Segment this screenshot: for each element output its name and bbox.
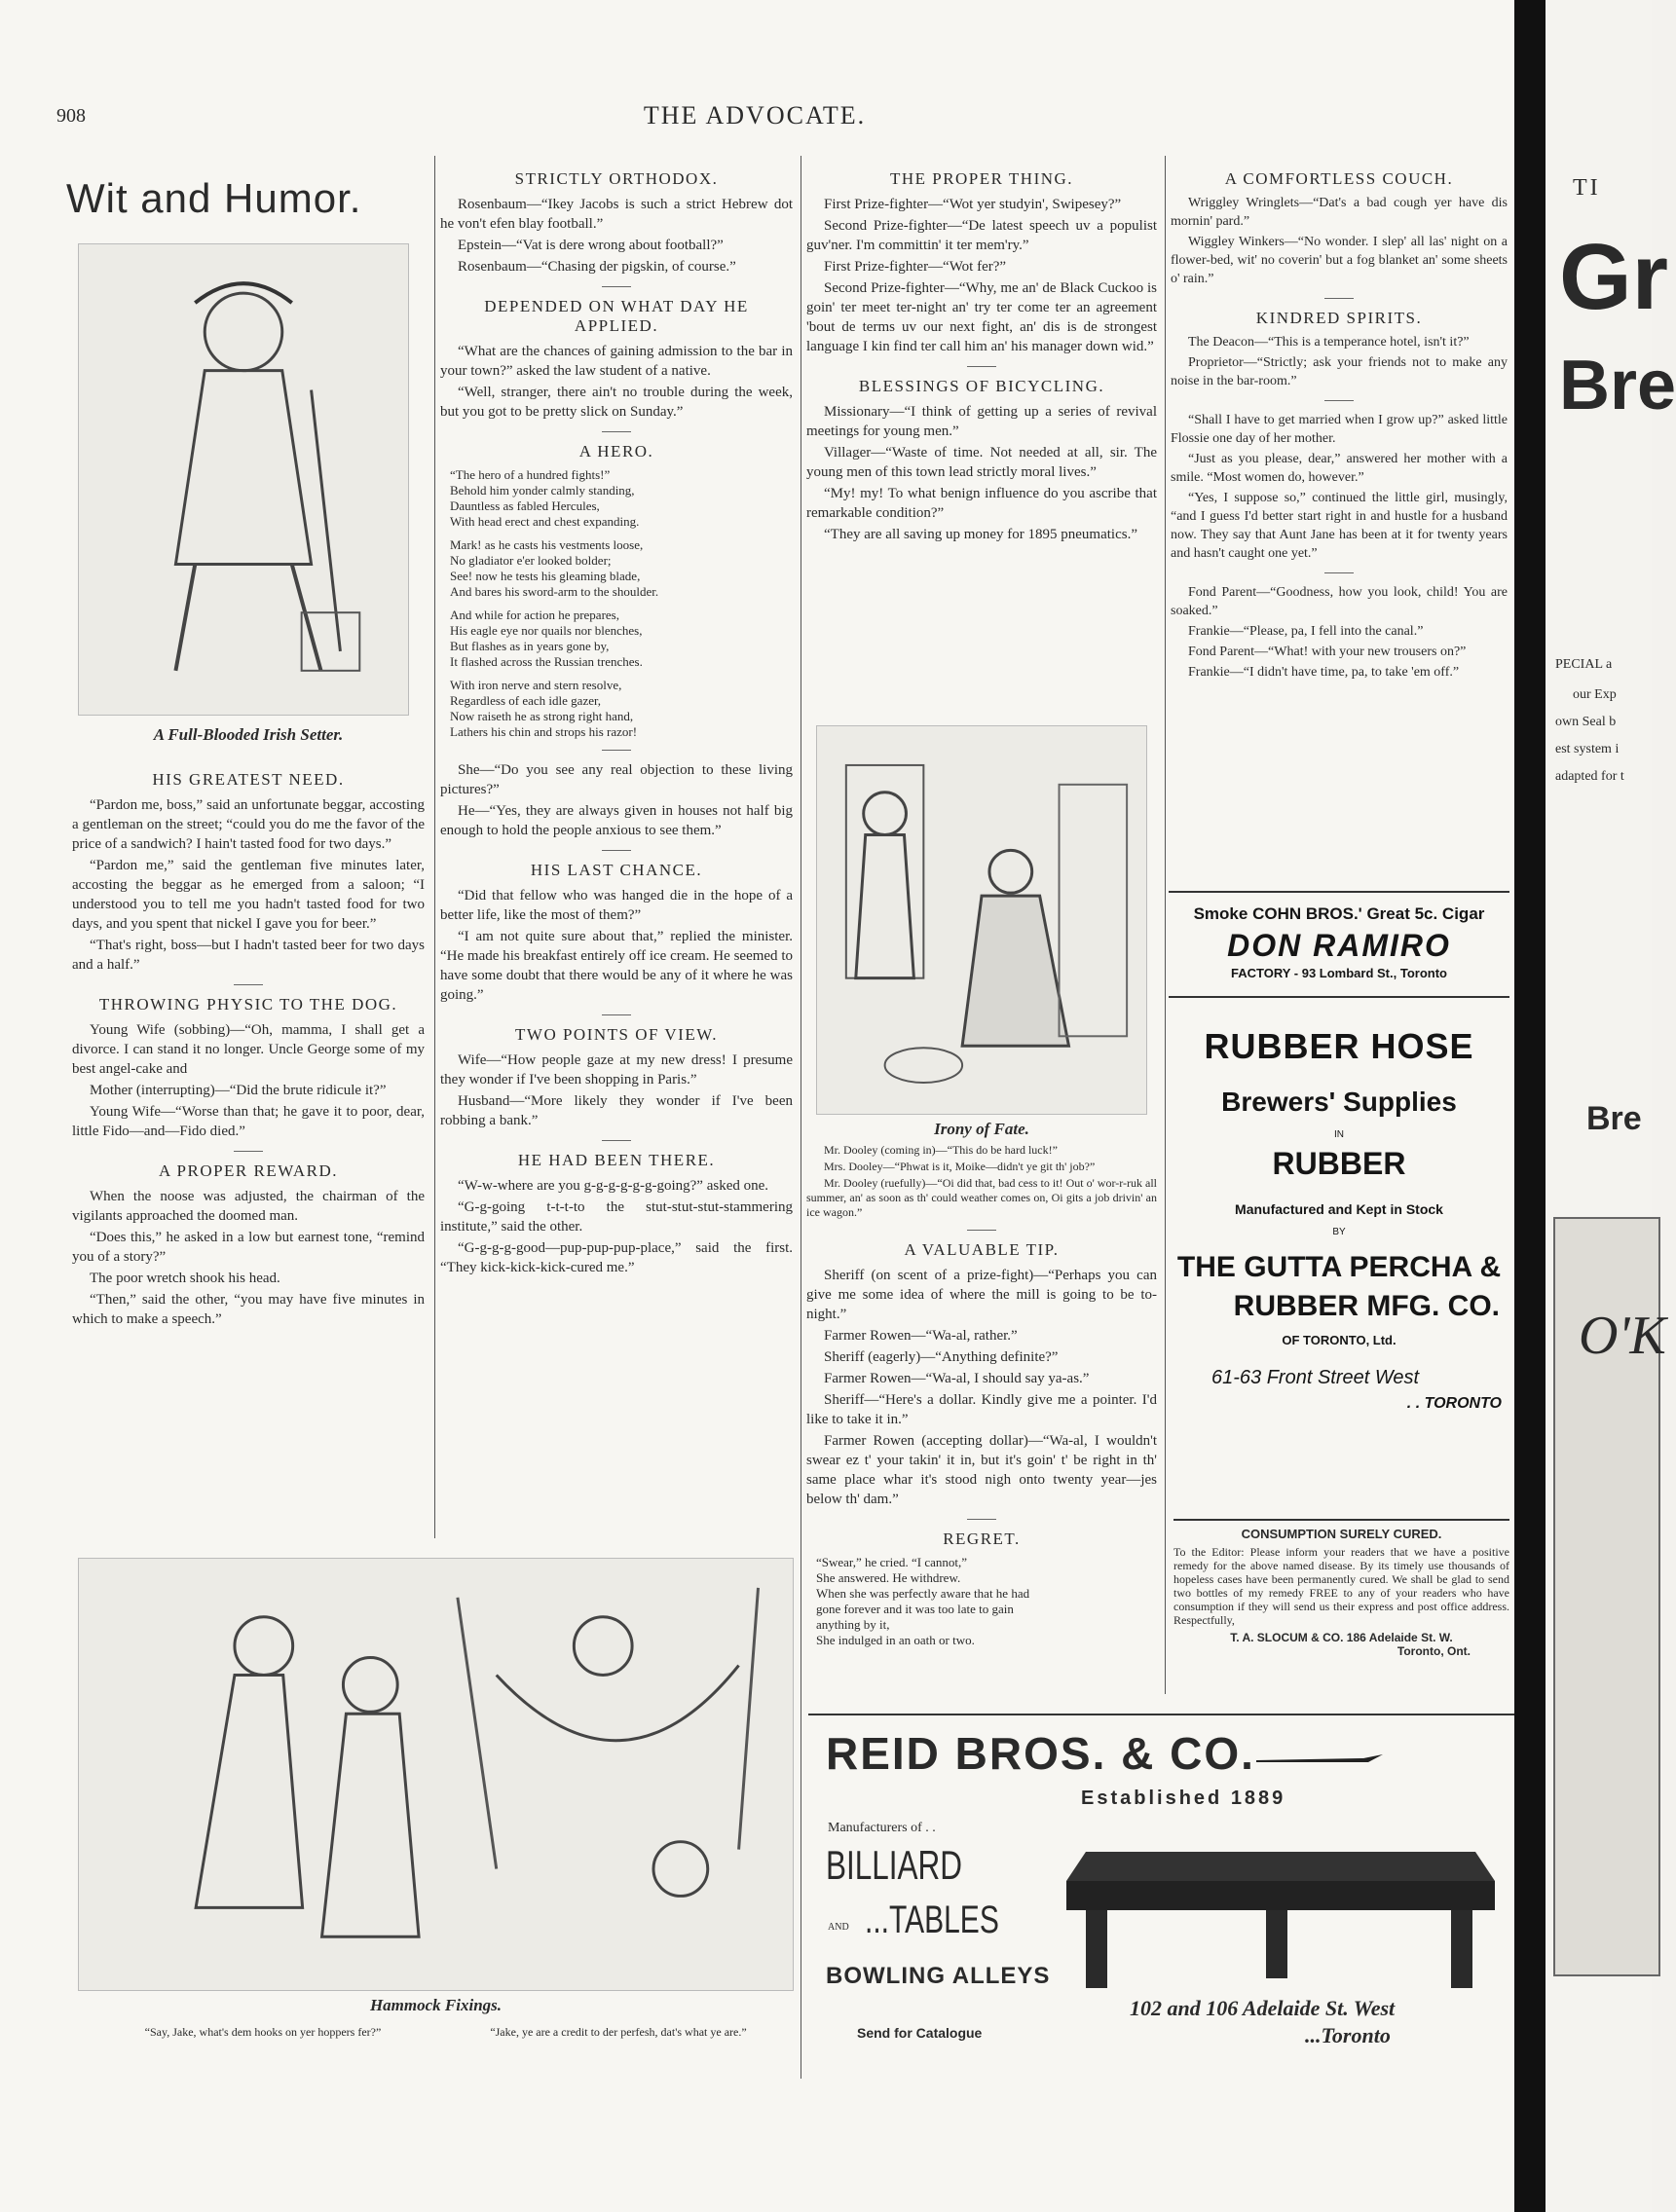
story-paragraph: “W-w-where are you g-g-g-g-g-g-going?” asked one. (458, 1178, 769, 1194)
column-3-text (806, 164, 1157, 546)
ad-signature: Toronto, Ont. (1397, 1644, 1471, 1658)
story-title: DEPENDED ON WHAT DAY HE APPLIED. (484, 297, 749, 335)
billiard-table-icon (1057, 1813, 1505, 1998)
poem-line: gone forever and it was too late to gain (816, 1602, 1014, 1616)
story-paragraph: Sheriff (on scent of a prize-fight)—“Perhaps you can give me some idea of where the mill is going to be to-night.” (806, 1268, 1157, 1322)
ad-text: Smoke COHN BROS.' Great 5c. Cigar (1193, 904, 1485, 923)
ad-address: . . TORONTO (1406, 1395, 1502, 1412)
story-title: A PROPER REWARD. (158, 1161, 339, 1180)
story-title: TWO POINTS OF VIEW. (515, 1025, 718, 1044)
consumption-advertisement (1173, 1519, 1509, 1658)
poem-line: “Swear,” he cried. “I cannot,” (816, 1555, 968, 1569)
story-paragraph: Farmer Rowen—“Wa-al, rather.” (824, 1328, 1018, 1344)
story-paragraph: Husband—“More likely they wonder if I've been robbing a bank.” (440, 1093, 793, 1128)
adjacent-page (1546, 0, 1676, 2212)
divider (967, 1519, 996, 1520)
divider (602, 1140, 631, 1141)
ad-text: Send for Catalogue (857, 2025, 983, 2041)
column-4-text (1171, 164, 1508, 683)
ad-title: CONSUMPTION SURELY CURED. (1241, 1527, 1442, 1541)
story-paragraph: “Did that fellow who was hanged die in the hope of a better life, like the most of them?” (440, 888, 793, 923)
ad-product: BOWLING ALLEYS (826, 1963, 1051, 1989)
poem-line: Now raiseth he as strong right hand, (450, 709, 634, 723)
tramp-figure-icon (79, 244, 408, 715)
story-paragraph: “Yes, I suppose so,” continued the little girl, musingly, “and I guess I'd better start right in and hustle for a husband now. They say that Aunt Jane has been at it for twenty years and hasn't caught one yet.” (1171, 491, 1508, 561)
poem-line: Lathers his chin and strops his razor! (450, 724, 638, 739)
story-paragraph: Villager—“Waste of time. Not needed at all, sir. The young men of this town lead strictly moral lives.” (806, 445, 1157, 480)
story-title: A VALUABLE TIP. (904, 1240, 1060, 1259)
story-title: KINDRED SPIRITS. (1255, 309, 1423, 327)
story-title: A HERO. (578, 442, 654, 461)
page-number: 908 (56, 105, 86, 127)
ad-company: REID BROS. & CO. (826, 1728, 1255, 1779)
story-paragraph: Second Prize-fighter—“De latest speech uv a populist guv'ner. I'm committin' it ter mem'ry.” (806, 218, 1157, 253)
poem (450, 678, 793, 740)
story-paragraph: “G-g-going t-t-t-to the stut-stut-stut-stammering institute,” said the other. (440, 1199, 793, 1235)
poem-line: Behold him yonder calmly standing, (450, 483, 635, 498)
divider (1324, 400, 1354, 401)
divider (602, 850, 631, 851)
divider (602, 1014, 631, 1015)
poem-line: His eagle eye nor quails nor blenches, (450, 623, 643, 638)
divider (602, 431, 631, 432)
story-paragraph: “Just as you please, dear,” answered her mother with a smile. “Most women do, however.” (1171, 452, 1508, 485)
story-paragraph: Fond Parent—“Goodness, how you look, child! You are soaked.” (1171, 585, 1508, 618)
poem-line: anything by it, (816, 1617, 890, 1632)
partial-text: adapted for t (1555, 769, 1624, 784)
story-paragraph: Young Wife—“Worse than that; he gave it to poor, dear, little Fido—and—Fido died.” (72, 1104, 425, 1139)
story-paragraph: Wife—“How people gaze at my new dress! I presume they wonder if I've been shopping in Paris.” (440, 1052, 793, 1088)
divider (234, 984, 263, 985)
poem-line: She answered. He withdrew. (816, 1570, 961, 1585)
poem-line: It flashed across the Russian trenches. (450, 654, 643, 669)
story-paragraph: Sheriff (eagerly)—“Anything definite?” (824, 1349, 1059, 1365)
ad-address: FACTORY - 93 Lombard St., Toronto (1231, 966, 1447, 980)
partial-text: Gr (1559, 225, 1669, 329)
poem-line: Mark! as he casts his vestments loose, (450, 537, 644, 552)
poem-line: Dauntless as fabled Hercules, (450, 498, 600, 513)
divider (602, 286, 631, 287)
ad-text: Manufacturers of . . (828, 1821, 936, 1835)
poem-line: And while for action he prepares, (450, 608, 619, 622)
poem-line: Regardless of each idle gazer, (450, 693, 602, 708)
ad-address: 102 and 106 Adelaide St. West (1130, 1996, 1396, 2020)
poem-line: She indulged in an oath or two. (816, 1633, 975, 1647)
story-paragraph: Frankie—“Please, pa, I fell into the canal.” (1188, 624, 1424, 639)
ad-text: BY (1332, 1227, 1346, 1237)
cigar-advertisement (1169, 891, 1509, 998)
story-paragraph: Second Prize-fighter—“Why, me an' de Black Cuckoo is goin' ter meet ter-night an' try ter come ter an agreement 'bout de terms uv our next fight, an' dis is de strongest language I kin find ter call him an' his manager down wid.” (806, 280, 1157, 354)
story-paragraph: “Pardon me,” said the gentleman five minutes later, accosting the beggar as he emerged from a saloon; “I understood you to tell me you hadn't tasted food for two days, and you spent that nickel I gave you for beer.” (72, 858, 425, 932)
story-paragraph: Proprietor—“Strictly; ask your friends not to make any noise in the bar-room.” (1171, 355, 1508, 388)
column-rule (434, 156, 435, 1538)
story-paragraph: “They are all saving up money for 1895 pneumatics.” (824, 527, 1137, 542)
ad-body: To the Editor: Please inform your readers that we have a positive remedy for the above named disease. By its timely use thousands of hopeless cases have been permanently cured. We shall be glad to send two bottles of my remedy FREE to any of your readers who have consumption if they will send us their express and post office address. Respectfully, (1173, 1545, 1509, 1627)
partial-text: Bre (1559, 347, 1676, 424)
ad-text: AND (828, 1922, 849, 1933)
story-paragraph: Rosenbaum—“Ikey Jacobs is such a strict Hebrew dot he von't efen blay football.” (440, 197, 793, 232)
story-paragraph: He—“Yes, they are always given in houses not half big enough to hold the people anxious to see them.” (440, 803, 793, 838)
story-paragraph: Mother (interrupting)—“Did the brute ridicule it?” (90, 1083, 387, 1098)
hobo-cartoon-icon (79, 1559, 793, 1990)
poem (450, 467, 793, 530)
partial-text: O'K (1579, 1306, 1666, 1366)
poem-line: But flashes as in years gone by, (450, 639, 610, 653)
story-paragraph: “My! my! To what benign influence do you ascribe that remarkable condition?” (806, 486, 1157, 521)
story-paragraph: Farmer Rowen—“Wa-al, I should say ya-as.” (824, 1371, 1090, 1386)
story-title: A COMFORTLESS COUCH. (1224, 169, 1454, 188)
illustration-caption: Irony of Fate. (934, 1120, 1029, 1138)
masthead-title: THE ADVOCATE. (643, 101, 867, 129)
story-paragraph: She—“Do you see any real objection to these living pictures?” (440, 762, 793, 797)
ad-company: RUBBER MFG. CO. (1233, 1290, 1500, 1322)
story-paragraph: When the noose was adjusted, the chairman of the vigilants approached the doomed man. (72, 1189, 425, 1224)
poem-line: No gladiator e'er looked bolder; (450, 553, 612, 568)
story-paragraph: First Prize-fighter—“Wot yer studyin', Swipesey?” (824, 197, 1122, 212)
story-paragraph: Fond Parent—“What! with your new trousers on?” (1188, 645, 1467, 659)
column-1-text (72, 764, 425, 1331)
arrow-icon (1256, 1751, 1383, 1770)
page-gutter (1514, 0, 1546, 2212)
poem-line: With head erect and chest expanding. (450, 514, 640, 529)
ad-subtitle: RUBBER (1272, 1146, 1406, 1181)
divider (967, 1230, 996, 1231)
ad-brand: DON RAMIRO (1227, 928, 1451, 963)
ad-address: ...Toronto (1305, 2023, 1391, 2047)
story-paragraph: Epstein—“Vat is dere wrong about football?” (458, 238, 724, 253)
poem (450, 537, 793, 600)
section-title: Wit and Humor. (66, 175, 362, 221)
dialogue-line: Mrs. Dooley—“Phwat is it, Moike—didn't ye git th' job?” (824, 1160, 1096, 1173)
column-3-text-lower (806, 1120, 1157, 1656)
poem-line: See! now he tests his gleaming blade, (450, 569, 641, 583)
cartoon-quote-left: “Say, Jake, what's dem hooks on yer hoppers fer?” (144, 2025, 382, 2039)
partial-text: PECIAL a (1555, 657, 1613, 672)
story-paragraph: “That's right, boss—but I hadn't tasted beer for two days and a half.” (72, 938, 425, 973)
story-paragraph: “Well, stranger, there ain't no trouble during the week, but you got to be pretty slick on Sunday.” (440, 385, 793, 420)
ad-signature: T. A. SLOCUM & CO. 186 Adelaide St. W. (1230, 1631, 1453, 1644)
ad-product: ...TABLES (865, 1899, 999, 1941)
story-title: REGRET. (943, 1530, 1021, 1548)
partial-text: Bre (1586, 1100, 1642, 1137)
ad-address: 61-63 Front Street West (1211, 1367, 1420, 1388)
story-title: HIS LAST CHANCE. (530, 861, 703, 879)
story-title: STRICTLY ORTHODOX. (514, 169, 719, 188)
story-paragraph: Farmer Rowen (accepting dollar)—“Wa-al, I wouldn't swear ez t' your takin' it in, but it's goin' t' be right in th' same place whar it's stood nigh onto twenty year—jes below th' dam.” (806, 1433, 1157, 1507)
story-paragraph: Rosenbaum—“Chasing der pigskin, of course.” (458, 259, 736, 275)
story-paragraph: Wiggley Winkers—“No wonder. I slep' all las' night on a flower-bed, wit' no coverin' but a fog blanket an' some sheets o' rain.” (1171, 235, 1508, 286)
story-title: BLESSINGS OF BICYCLING. (858, 377, 1105, 395)
story-paragraph: “Does this,” he asked in a low but earnest tone, “remind you of a story?” (72, 1230, 425, 1265)
ad-text: IN (1334, 1129, 1344, 1140)
divider (234, 1151, 263, 1152)
partial-text: TI (1573, 175, 1601, 201)
story-paragraph: The Deacon—“This is a temperance hotel, isn't it?” (1188, 335, 1470, 350)
story-paragraph: “G-g-g-g-good—pup-pup-pup-place,” said the first. “They kick-kick-kick-cured me.” (440, 1240, 793, 1275)
story-paragraph: The poor wretch shook his head. (90, 1271, 280, 1286)
cartoon-quote-right: “Jake, ye are a credit to der perfesh, dat's what ye are.” (490, 2025, 747, 2039)
story-paragraph: “I am not quite sure about that,” replied the minister. “He made his breakfast entirely off ice cream. He seemed to have some doubt that there would be any of it where he was going.” (440, 929, 793, 1003)
kitchen-scene-icon (817, 726, 1146, 1114)
poem (816, 1555, 1157, 1648)
rubber-hose-advertisement (1169, 1013, 1509, 1504)
illustration-caption: A Full-Blooded Irish Setter. (153, 725, 344, 744)
story-title: THE PROPER THING. (889, 169, 1074, 188)
poem-line: And bares his sword-arm to the shoulder. (450, 584, 659, 599)
poem (450, 608, 793, 670)
irish-setter-illustration (78, 243, 409, 716)
partial-text: est system i (1555, 742, 1620, 756)
ad-text: Manufactured and Kept in Stock (1235, 1201, 1443, 1217)
ad-subtitle: Brewers' Supplies (1221, 1087, 1457, 1117)
story-title: HE HAD BEEN THERE. (517, 1151, 716, 1169)
story-paragraph: Sheriff—“Here's a dollar. Kindly give me a pointer. I'd like to take it in.” (806, 1392, 1157, 1427)
partial-text: our Exp (1573, 687, 1617, 702)
story-paragraph: First Prize-fighter—“Wot fer?” (824, 259, 1007, 275)
poem-line: With iron nerve and stern resolve, (450, 678, 622, 692)
poem-line: “The hero of a hundred fights!” (450, 467, 611, 482)
divider (602, 750, 631, 751)
story-paragraph: “Pardon me, boss,” said an unfortunate beggar, accosting a gentleman on the street; “could you do me the favor of the price of a sandwich? I hain't tasted food for two days.” (72, 797, 425, 852)
story-paragraph: Young Wife (sobbing)—“Oh, mamma, I shall get a divorce. I can stand it no longer. Uncle George some of my best angel-cake and (72, 1022, 425, 1077)
column-rule (1165, 156, 1166, 1694)
partial-text: own Seal b (1555, 715, 1617, 729)
ad-text: OF TORONTO, Ltd. (1282, 1333, 1397, 1347)
irony-of-fate-illustration (816, 725, 1147, 1115)
poem-line: When she was perfectly aware that he had (816, 1586, 1030, 1601)
reid-bros-advertisement (808, 1714, 1514, 2074)
ad-company: THE GUTTA PERCHA & (1176, 1251, 1502, 1283)
story-paragraph: Frankie—“I didn't have time, pa, to take 'em off.” (1188, 665, 1460, 680)
hammock-fixings-illustration (78, 1558, 794, 1991)
divider (1324, 572, 1354, 573)
dialogue-line: Mr. Dooley (ruefully)—“Oi did that, bad cess to it! Out o' wor-r-ruk all summer, an' as soon as th' could weather comes on, Oi gits a job drivin' an ice wagon.” (806, 1176, 1157, 1219)
divider (967, 366, 996, 367)
illustration-dialogue (806, 1143, 1157, 1220)
dialogue-line: Mr. Dooley (coming in)—“This do be hard luck!” (824, 1143, 1058, 1157)
illustration-caption: Hammock Fixings. (369, 1996, 503, 2014)
story-title: HIS GREATEST NEED. (152, 770, 345, 789)
story-title: THROWING PHYSIC TO THE DOG. (98, 995, 398, 1014)
column-2-text (440, 164, 793, 1279)
divider (1324, 298, 1354, 299)
story-paragraph: “Then,” said the other, “you may have five minutes in which to make a speech.” (72, 1292, 425, 1327)
ad-text: Established 1889 (1081, 1788, 1286, 1809)
ad-title: RUBBER HOSE (1204, 1026, 1474, 1066)
story-paragraph: Missionary—“I think of getting up a series of revival meetings for young men.” (806, 404, 1157, 439)
story-paragraph: “Shall I have to get married when I grow up?” asked little Flossie one day of her mother. (1171, 413, 1508, 446)
ad-product: BILLIARD (826, 1842, 963, 1888)
story-paragraph: Wriggley Wringlets—“Dat's a bad cough yer have dis mornin' pard.” (1171, 196, 1508, 229)
story-paragraph: “What are the chances of gaining admission to the bar in your town?” asked the law student of a native. (440, 344, 793, 379)
